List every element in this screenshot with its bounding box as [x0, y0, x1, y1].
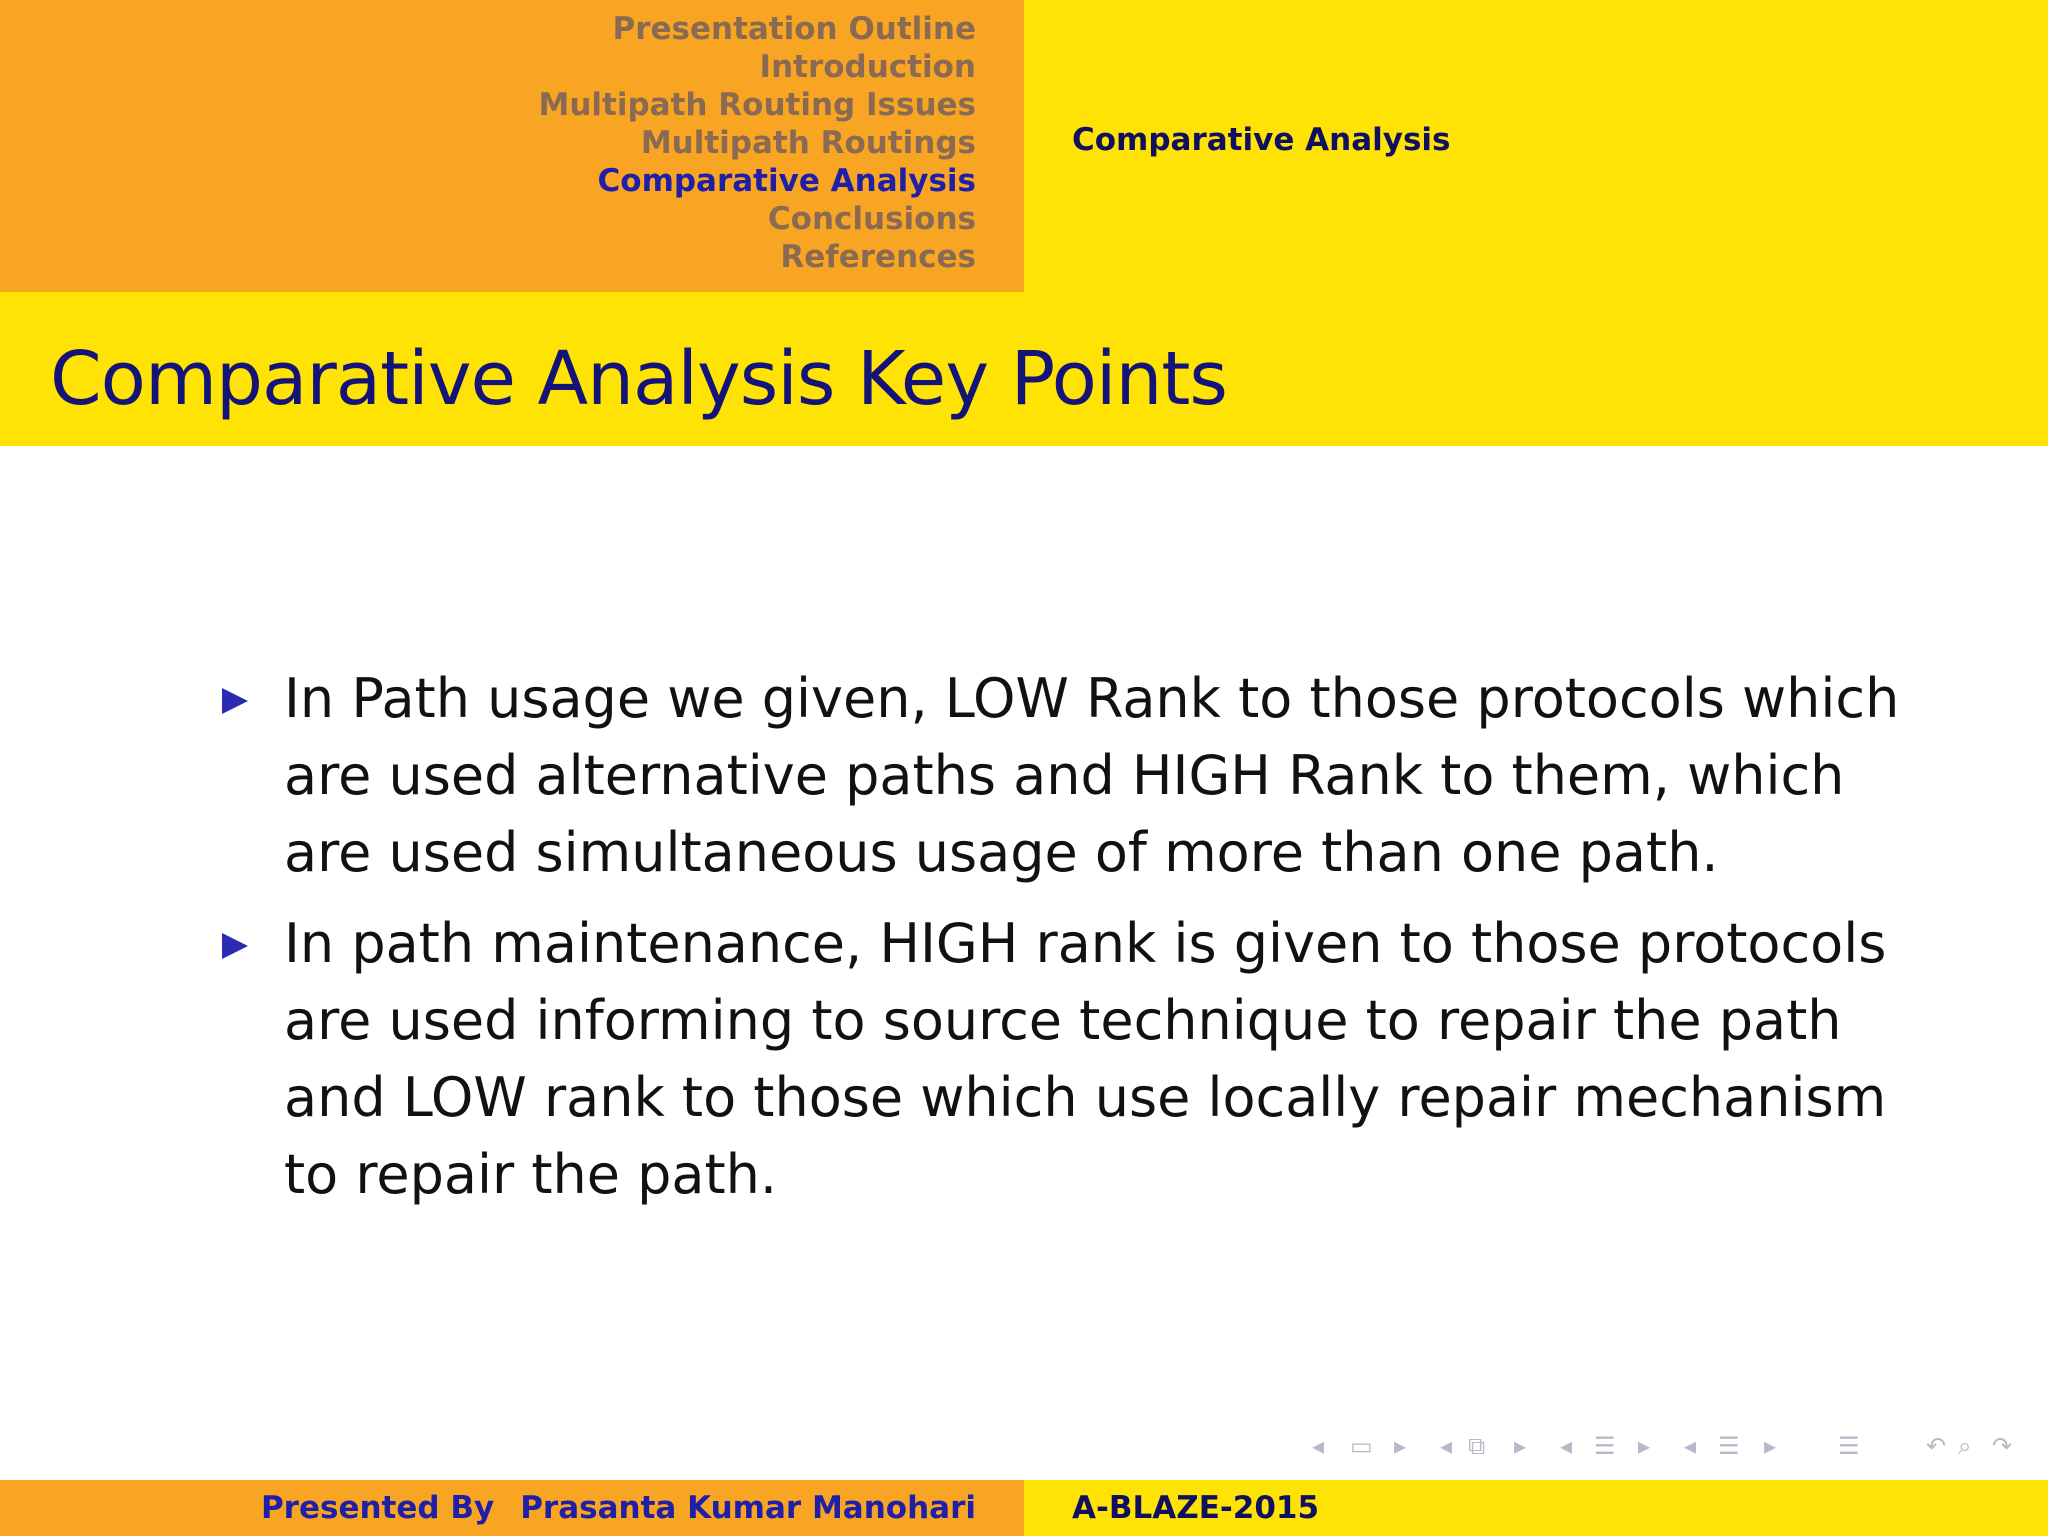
nav-prev-icon[interactable]: ◂: [1440, 1432, 1453, 1460]
header-section-panel: [1024, 0, 2048, 292]
search-icon[interactable]: ⌕: [1958, 1432, 1972, 1460]
slide-header: [0, 0, 2048, 292]
redo-icon[interactable]: ↷: [1992, 1432, 2013, 1460]
toc-item-references[interactable]: References: [780, 239, 976, 275]
toc-item-introduction[interactable]: Introduction: [759, 49, 976, 85]
section-icon[interactable]: ☰: [1718, 1432, 1740, 1460]
subsection-icon[interactable]: ☰: [1594, 1432, 1616, 1460]
bullet-triangle-icon: [222, 688, 248, 714]
beamer-navigation: [1312, 1432, 2032, 1468]
bullet-item: [220, 905, 1900, 1213]
nav-next-icon[interactable]: ▸: [1638, 1432, 1651, 1460]
current-section-label: Comparative Analysis: [1072, 122, 1451, 158]
bullet-text: In path maintenance, HIGH rank is given to those protocols are used informing to source technique to repair the path and LOW rank to those which use locally repair mechanism to repair the path.: [284, 912, 1887, 1206]
presenter-line: [261, 1490, 976, 1526]
presenter-name: Prasanta Kumar Manohari: [520, 1490, 976, 1526]
frame-icon[interactable]: ▭: [1350, 1432, 1373, 1460]
toc-item-outline[interactable]: Presentation Outline: [612, 11, 976, 47]
conference-label: A-BLAZE-2015: [1072, 1490, 1320, 1526]
toc-list: [539, 10, 977, 276]
toc-item-conclusions[interactable]: Conclusions: [767, 201, 976, 237]
bullet-text: In Path usage we given, LOW Rank to those protocols which are used alternative paths and HIGH Rank to them, which are used simultaneous usage of more than one path.: [284, 667, 1900, 884]
bullet-item: [220, 660, 1900, 891]
nav-next-icon[interactable]: ▸: [1394, 1432, 1407, 1460]
slide-content: [220, 660, 1900, 1227]
footer-conference-panel: [1024, 1480, 2048, 1536]
slide-title: Comparative Analysis Key Points: [50, 336, 1227, 422]
bullet-triangle-icon: [222, 933, 248, 959]
footer-presenter-panel: [0, 1480, 1024, 1536]
presented-by-label: Presented By: [260, 1490, 495, 1526]
toc-item-routing-issues[interactable]: Multipath Routing Issues: [538, 87, 976, 123]
slide-footer: [0, 1480, 2048, 1536]
nav-prev-icon[interactable]: ◂: [1560, 1432, 1573, 1460]
nav-prev-icon[interactable]: ◂: [1312, 1432, 1325, 1460]
undo-icon[interactable]: ↶: [1926, 1432, 1947, 1460]
toc-item-comparative-analysis[interactable]: Comparative Analysis: [597, 163, 976, 199]
frame-stack-icon[interactable]: ⧉: [1468, 1432, 1486, 1460]
nav-next-icon[interactable]: ▸: [1764, 1432, 1777, 1460]
outline-icon[interactable]: ☰: [1838, 1432, 1860, 1460]
nav-prev-icon[interactable]: ◂: [1684, 1432, 1697, 1460]
toc-item-routings[interactable]: Multipath Routings: [640, 125, 976, 161]
nav-next-icon[interactable]: ▸: [1514, 1432, 1527, 1460]
title-band: [0, 292, 2048, 446]
header-toc-panel: [0, 0, 1024, 292]
